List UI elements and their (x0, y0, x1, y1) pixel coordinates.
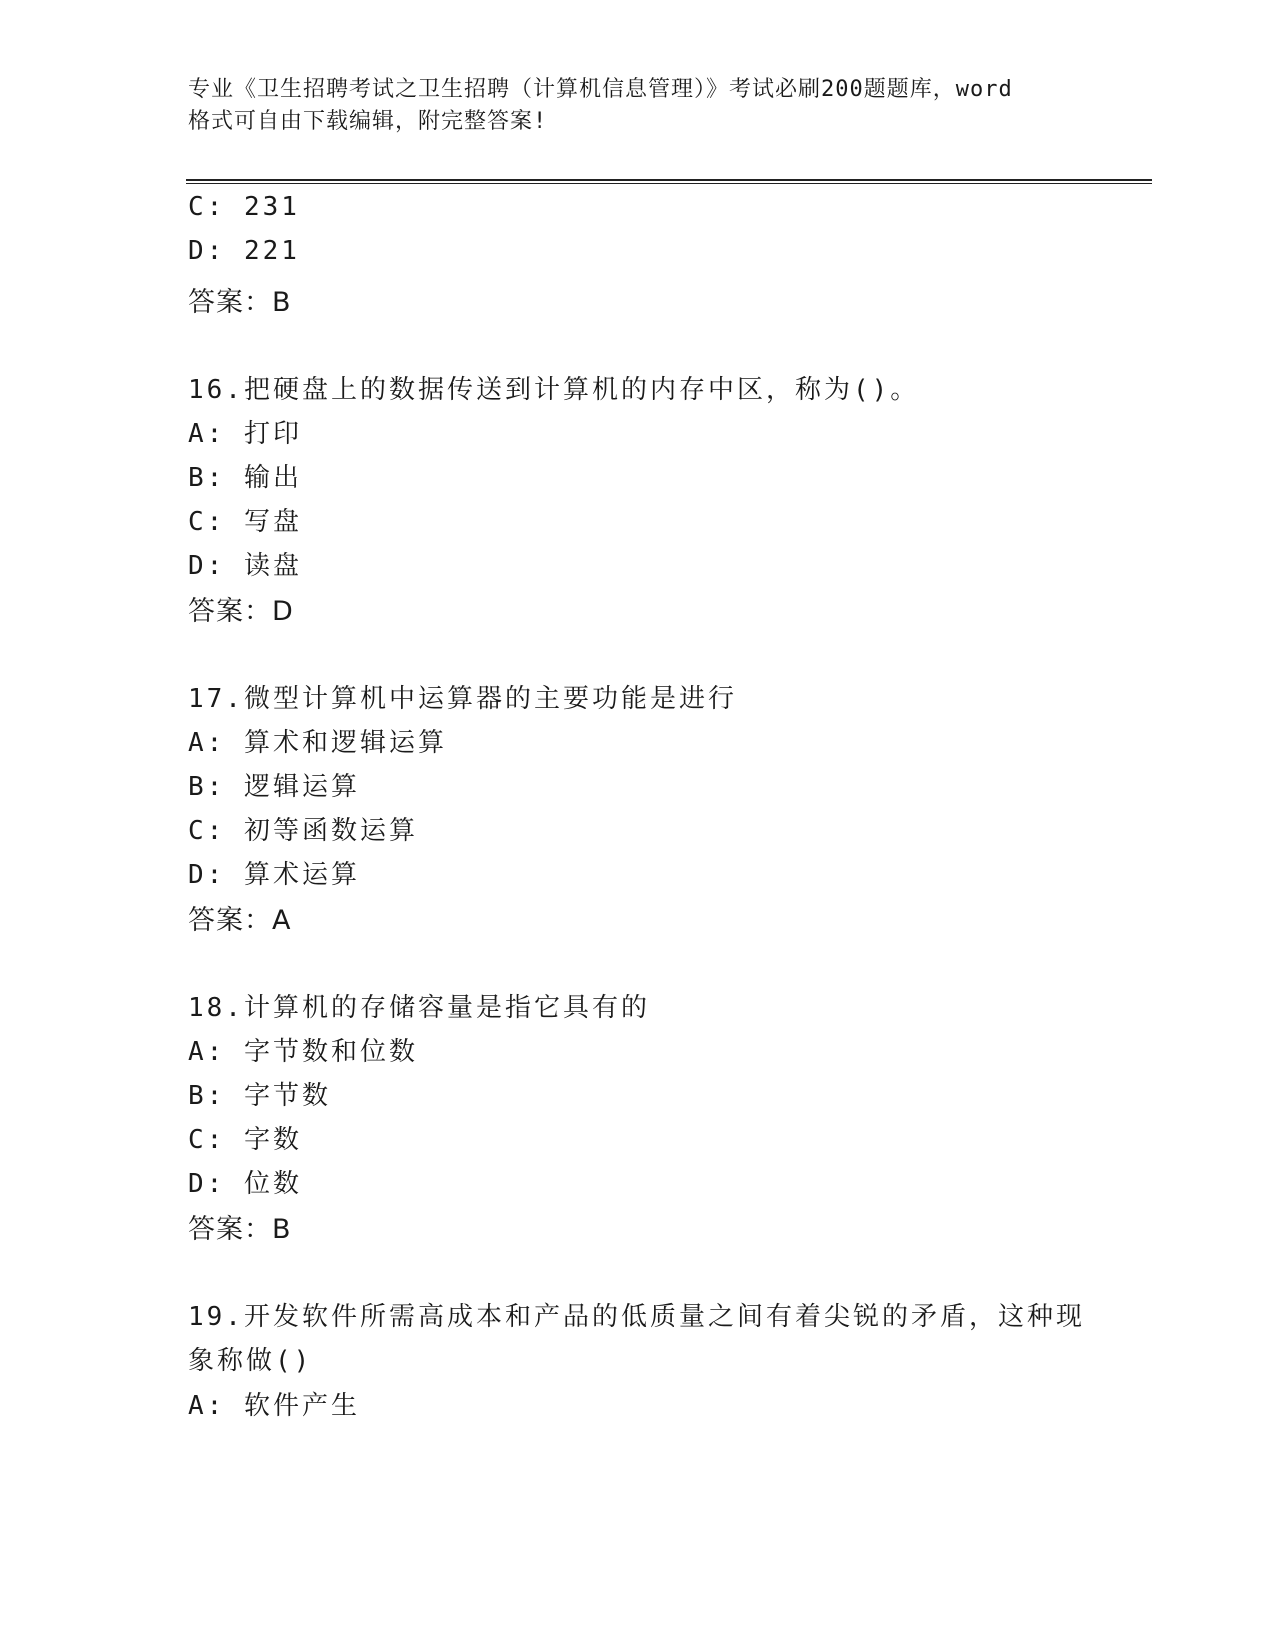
q17-answer: 答案：A (188, 905, 292, 936)
q15-option-d: D: 221 (188, 236, 300, 266)
q15-answer: 答案：B (188, 287, 292, 318)
q16-option-b: B: 输出 (188, 463, 302, 493)
header-title-line-2: 格式可自由下载编辑，附完整答案! (188, 109, 548, 134)
q18-option-a: A: 字节数和位数 (188, 1037, 418, 1067)
header-divider-thin (186, 183, 1152, 184)
q19-question-line-2: 象称做() (188, 1346, 313, 1376)
q16-question: 16.把硬盘上的数据传送到计算机的内存中区，称为()。 (188, 375, 920, 405)
q16-answer: 答案：D (188, 596, 294, 627)
q15-option-c: C: 231 (188, 192, 300, 222)
q16-option-a: A: 打印 (188, 419, 302, 449)
q17-option-c: C: 初等函数运算 (188, 816, 418, 846)
header-divider-thick (186, 179, 1152, 181)
q19-option-a: A: 软件产生 (188, 1391, 360, 1421)
q18-option-d: D: 位数 (188, 1169, 302, 1199)
q18-option-c: C: 字数 (188, 1125, 302, 1155)
q16-option-d: D: 读盘 (188, 551, 302, 581)
q18-question: 18.计算机的存储容量是指它具有的 (188, 993, 650, 1023)
q17-option-b: B: 逻辑运算 (188, 772, 360, 802)
q17-option-a: A: 算术和逻辑运算 (188, 728, 447, 758)
document-header (188, 74, 1088, 138)
q16-option-c: C: 写盘 (188, 507, 302, 537)
q18-option-b: B: 字节数 (188, 1081, 331, 1111)
q17-question: 17.微型计算机中运算器的主要功能是进行 (188, 684, 737, 714)
q17-option-d: D: 算术运算 (188, 860, 360, 890)
header-title-line-1: 专业《卫生招聘考试之卫生招聘（计算机信息管理）》考试必刷200题题库，word (188, 77, 1013, 102)
q18-answer: 答案：B (188, 1214, 292, 1245)
q19-question-line-1: 19.开发软件所需高成本和产品的低质量之间有着尖锐的矛盾，这种现 (188, 1302, 1085, 1332)
